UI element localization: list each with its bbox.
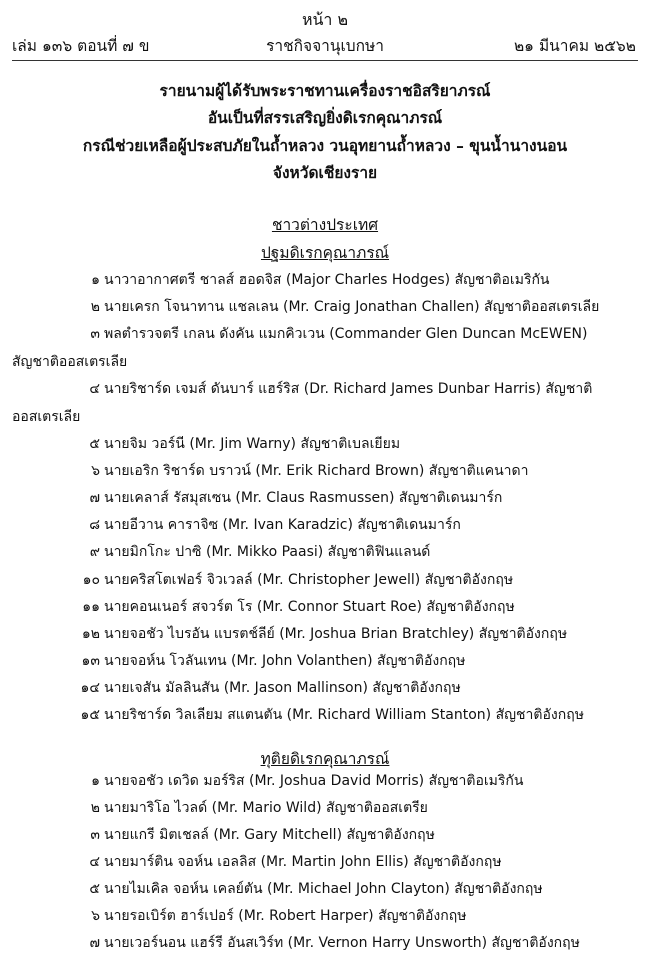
item-text: นายจิม วอร์นี (Mr. Jim Warny) สัญชาติเบลเยียม bbox=[104, 436, 401, 452]
gazette-name: ราชกิจจานุเบกษา bbox=[266, 37, 384, 55]
item-text: นายเวอร์นอน แฮร์รี อันสเวิร์ท (Mr. Vernon Harry Unsworth) สัญชาติอังกฤษ bbox=[104, 935, 580, 951]
title-line-1: รายนามผู้ได้รับพระราชทานเครื่องราชอิสริยาภรณ์ bbox=[159, 82, 491, 100]
item-number: ๒ bbox=[90, 299, 100, 315]
item-number: ๑๑ bbox=[82, 599, 100, 615]
item-text: นายจอชัว เดวิด มอร์ริส (Mr. Joshua David Morris) สัญชาติอเมริกัน bbox=[104, 773, 524, 789]
page-number: หน้า ๒ bbox=[301, 10, 349, 29]
item-number: ๔ bbox=[89, 854, 100, 870]
item-number: ๘ bbox=[89, 517, 100, 533]
item-number: ๕ bbox=[89, 436, 100, 452]
item-number: ๑๒ bbox=[81, 626, 100, 642]
item-text: นายคอนเนอร์ สจวร์ต โร (Mr. Connor Stuart Roe) สัญชาติอังกฤษ bbox=[104, 599, 515, 615]
item-number: ๑๓ bbox=[81, 653, 100, 669]
item-number: ๖ bbox=[91, 908, 100, 924]
item-text: นายคริสโตเฟอร์ จิวเวลล์ (Mr. Christopher Jewell) สัญชาติอังกฤษ bbox=[104, 572, 514, 588]
item-text: นายเอริก ริชาร์ด บราวน์ (Mr. Erik Richard Brown) สัญชาติแคนาดา bbox=[104, 463, 529, 479]
title-line-3: กรณีช่วยเหลือผู้ประสบภัยในถ้ำหลวง วนอุทยานถ้ำหลวง – ขุนน้ำนางนอน bbox=[82, 137, 568, 155]
item-number: ๑ bbox=[91, 272, 100, 288]
item-number: ๔ bbox=[89, 381, 100, 397]
item-number: ๑๐ bbox=[82, 572, 100, 588]
item-text: นายมาร์ติน จอห์น เอลลิส (Mr. Martin John Ellis) สัญชาติอังกฤษ bbox=[104, 854, 502, 870]
item-text: นายรอเบิร์ต ฮาร์เปอร์ (Mr. Robert Harper) สัญชาติอังกฤษ bbox=[104, 908, 467, 924]
item-number: ๕ bbox=[89, 881, 100, 897]
item-text: นายริชาร์ด วิลเลียม สแตนตัน (Mr. Richard William Stanton) สัญชาติอังกฤษ bbox=[104, 707, 584, 723]
class2-heading: ทุติยดิเรกคุณาภรณ์ bbox=[260, 750, 390, 768]
item-number: ๓ bbox=[90, 326, 100, 342]
section-heading: ชาวต่างประเทศ bbox=[271, 216, 379, 234]
item-number: ๑ bbox=[91, 773, 100, 789]
item-number: ๓ bbox=[90, 827, 100, 843]
item-text: นายเครก โจนาทาน แชลเลน (Mr. Craig Jonathan Challen) สัญชาติออสเตรเลีย bbox=[104, 299, 600, 315]
item-number: ๑๔ bbox=[80, 680, 100, 696]
item-number: ๗ bbox=[89, 935, 100, 951]
item-number: ๗ bbox=[89, 490, 100, 506]
gazette-volume: เล่ม ๑๓๖ ตอนที่ ๗ ข bbox=[12, 37, 150, 55]
item-text: นายริชาร์ด เจมส์ ดันบาร์ แฮร์ริส (Dr. Richard James Dunbar Harris) สัญชาติ bbox=[104, 381, 593, 397]
item-text: นายจอชัว ไบรอัน แบรตช์ลีย์ (Mr. Joshua Brian Bratchley) สัญชาติอังกฤษ bbox=[104, 626, 568, 642]
item-text: นาวาอากาศตรี ชาลส์ ฮอดจิส (Major Charles Hodges) สัญชาติอเมริกัน bbox=[104, 272, 550, 288]
item-text: นายจอห์น โวลันเทน (Mr. John Volanthen) สัญชาติอังกฤษ bbox=[104, 653, 466, 669]
item-continuation: ออสเตรเลีย bbox=[12, 409, 81, 425]
item-text: นายอีวาน คาราจิซ (Mr. Ivan Karadzic) สัญชาติเดนมาร์ก bbox=[104, 517, 461, 533]
item-text: นายเจสัน มัลลินสัน (Mr. Jason Mallinson) สัญชาติอังกฤษ bbox=[104, 680, 461, 696]
item-text: นายมาริโอ ไวลด์ (Mr. Mario Wild) สัญชาติออสเตรีย bbox=[104, 800, 428, 816]
item-text: นายเคลาส์ รัสมุสเซน (Mr. Claus Rasmussen) สัญชาติเดนมาร์ก bbox=[104, 490, 503, 506]
item-number: ๖ bbox=[91, 463, 100, 479]
class1-heading: ปฐมดิเรกคุณาภรณ์ bbox=[260, 244, 390, 262]
gazette-date: ๒๑ มีนาคม ๒๕๖๒ bbox=[513, 37, 636, 55]
item-text: พลตำรวจตรี เกลน ดังคัน แมกคิวเวน (Commander Glen Duncan McEWEN) bbox=[104, 326, 588, 342]
item-number: ๒ bbox=[90, 800, 100, 816]
item-number: ๙ bbox=[89, 544, 100, 560]
item-text: นายมิกโกะ ปาซิ (Mr. Mikko Paasi) สัญชาติฟินแลนด์ bbox=[104, 544, 431, 560]
header-divider bbox=[12, 60, 638, 61]
item-text: นายแกรี มิตเชลล์ (Mr. Gary Mitchell) สัญชาติอังกฤษ bbox=[104, 827, 435, 843]
title-line-4: จังหวัดเชียงราย bbox=[272, 164, 378, 182]
title-line-2: อันเป็นที่สรรเสริญยิ่งดิเรกคุณาภรณ์ bbox=[207, 109, 443, 127]
item-number: ๑๕ bbox=[80, 707, 100, 723]
item-continuation: สัญชาติออสเตรเลีย bbox=[12, 354, 128, 370]
item-text: นายไมเคิล จอห์น เคลย์ตัน (Mr. Michael John Clayton) สัญชาติอังกฤษ bbox=[104, 881, 543, 897]
